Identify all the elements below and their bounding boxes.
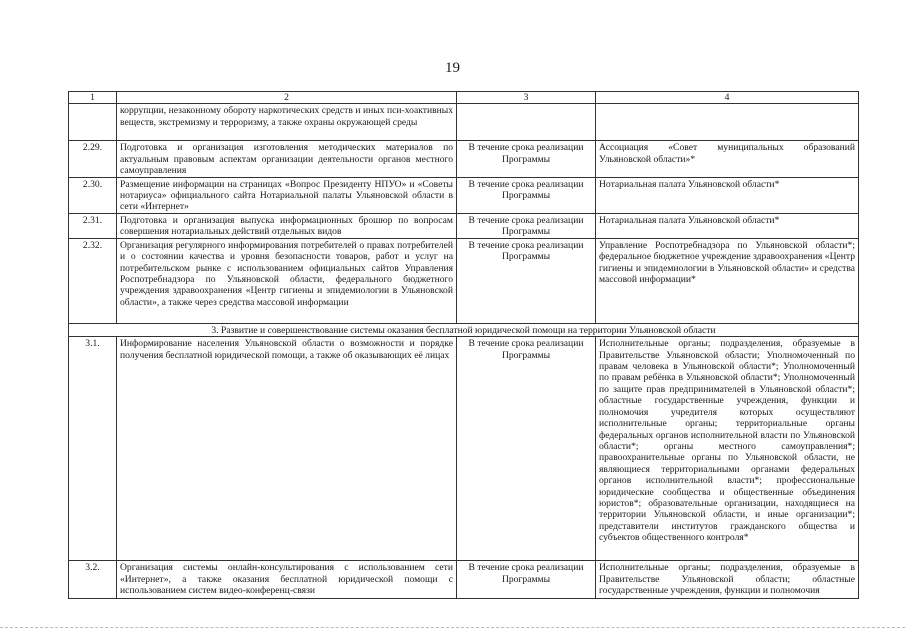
cell-term: В течение срока реализации Программы (457, 238, 596, 323)
table-row (69, 141, 859, 177)
header-col-3: 3 (457, 92, 596, 104)
cell-measure: Подготовка и организация выпуска информационных брошюр по вопросам совершения нотариальных действий отдельных видов (117, 213, 457, 238)
cell-executor: Управление Роспотребнадзора по Ульяновской области*; федеральное бюджетное учреждение здравоохранения «Центр гигиены и эпидемиологии в Ульяновской области» и средства массовой информации* (596, 238, 859, 323)
cell-term: В течение срока реализации Программы (457, 177, 596, 213)
table-row (69, 177, 859, 213)
cell-term (457, 104, 596, 141)
cell-num: 2.32. (69, 238, 117, 323)
section-row (69, 323, 859, 336)
page-bottom-edge (0, 627, 905, 630)
cell-term: В течение срока реализации Программы (457, 213, 596, 238)
header-col-4: 4 (596, 92, 859, 104)
table-header-row (69, 92, 859, 104)
table-row (69, 238, 859, 323)
cell-executor: Исполнительные органы; подразделения, образуемые в Правительстве Ульяновской области; Уполномоченный по правам человека в Ульяновской области*; Уполномоченный по правам ребёнка в Ульяновской области*; Уполномоченный по защите прав предпринимателей в Ульяновской области*; областные государственные учреждения, функции и полномочия учредителя которых осуществляют исполнительные органы; территориальные органы федеральных органов исполнительной власти по Ульяновской области*; органы местного самоуправления*; правоохранительные органы по Ульяновской области, не являющиеся территориальными органами федеральных органов исполнительной власти*; профессиональные юридические сообщества и общественные объединения юристов*; образовательные организации, находящиеся на территории Ульяновской области, и иные организации*; представители институтов гражданского общества и субъектов общественного контроля* (596, 337, 859, 561)
cell-term: В течение срока реализации Программы (457, 337, 596, 561)
cell-executor: Нотариальная палата Ульяновской области* (596, 177, 859, 213)
section-title: 3. Развитие и совершенствование системы оказания бесплатной юридической помощи на территории Ульяновской области (69, 323, 859, 336)
cell-num: 3.1. (69, 337, 117, 561)
header-col-1: 1 (69, 92, 117, 104)
cell-num (69, 104, 117, 141)
cell-measure: коррупции, незаконному обороту наркотических средств и иных пси-хоактивных веществ, экстремизму и терроризму, а также охраны окружающей среды (117, 104, 457, 141)
cell-measure: Подготовка и организация изготовления методических материалов по актуальным правовым аспектам организации деятельности органов местного самоуправления (117, 141, 457, 177)
cell-term: В течение срока реализации Программы (457, 561, 596, 599)
cell-measure: Размещение информации на страницах «Вопрос Президенту НПУО» и «Советы нотариуса» официального сайта Нотариальной палаты Ульяновской области в сети «Интернет» (117, 177, 457, 213)
continuation-row (69, 104, 859, 141)
cell-term: В течение срока реализации Программы (457, 141, 596, 177)
cell-executor (596, 104, 859, 141)
table-row (69, 561, 859, 599)
cell-executor: Исполнительные органы; подразделения, образуемые в Правительстве Ульяновской области; областные государственные учреждения, функции и полномочия (596, 561, 859, 599)
cell-num: 2.29. (69, 141, 117, 177)
cell-measure: Организация системы онлайн-консультирования с использованием сети «Интернет», а также оказания бесплатной юридической помощи с использованием систем видео-конференц-связи (117, 561, 457, 599)
page-number: 19 (445, 60, 460, 76)
table-row (69, 337, 859, 561)
cell-measure: Организация регулярного информирования потребителей о правах потребителей и о состоянии качества и уровня безопасности товаров, работ и услуг на потребительском рынке с использованием официальных сайтов Управления Роспотребнадзора по Ульяновской области, федерального бюджетного учреждения здравоохранения «Центр гигиены и эпидемиологии в Ульяновской области», а также через средства массовой информации (117, 238, 457, 323)
cell-num: 2.31. (69, 213, 117, 238)
cell-executor: Нотариальная палата Ульяновской области* (596, 213, 859, 238)
cell-num: 3.2. (69, 561, 117, 599)
cell-num: 2.30. (69, 177, 117, 213)
table-row (69, 213, 859, 238)
header-col-2: 2 (117, 92, 457, 104)
measures-table (68, 91, 859, 599)
cell-measure: Информирование населения Ульяновской области о возможности и порядке получения бесплатной юридической помощи, а также об оказывающих её лицах (117, 337, 457, 561)
cell-executor: Ассоциация «Совет муниципальных образований Ульяновской области»* (596, 141, 859, 177)
